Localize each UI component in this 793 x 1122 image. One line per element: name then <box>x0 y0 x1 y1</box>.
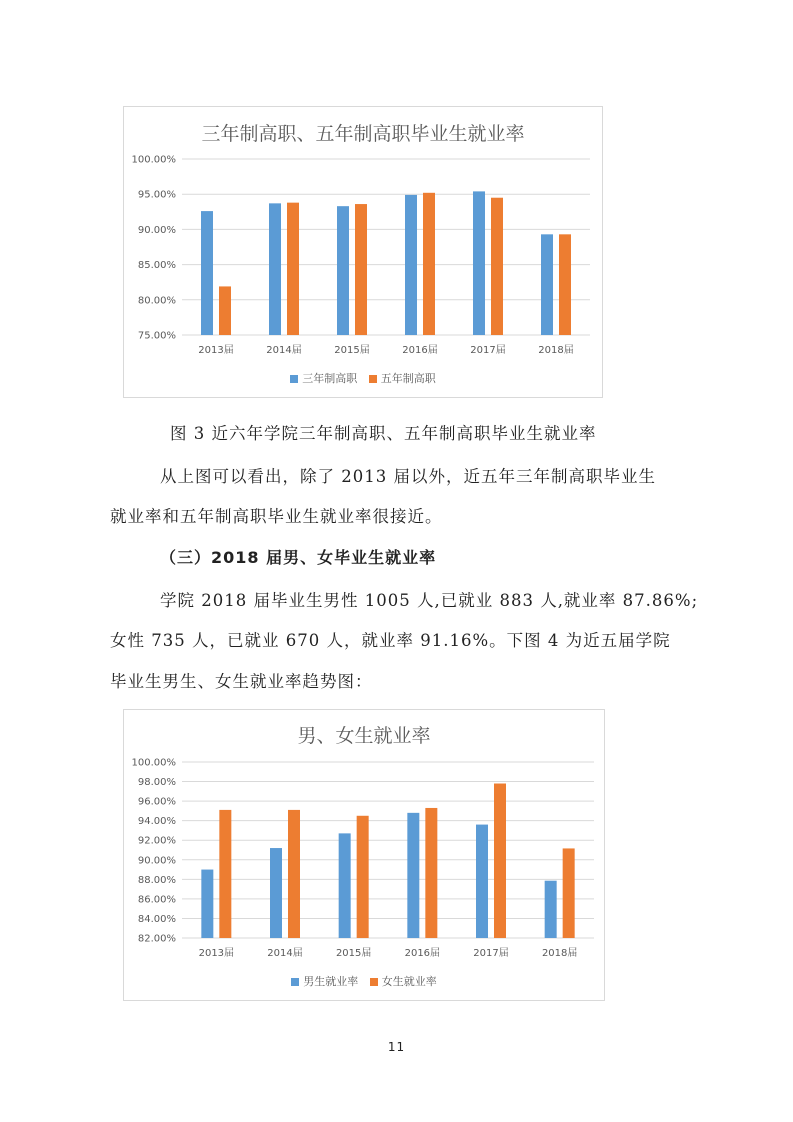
y-tick-label: 100.00% <box>131 757 176 769</box>
bar-series-2 <box>559 234 571 335</box>
chart-title: 三年制高职、五年制高职毕业生就业率 <box>201 123 525 145</box>
y-tick-label: 84.00% <box>137 913 176 925</box>
y-tick-label: 90.00% <box>137 224 176 236</box>
x-tick-label: 2015届 <box>335 948 372 959</box>
paragraph-1-line-1: 从上图可以看出，除了 2013 届以外，近五年三年制高职毕业生 <box>160 467 656 486</box>
bar-series-2 <box>423 193 435 335</box>
y-tick-label: 80.00% <box>137 295 176 307</box>
x-tick-label: 2016届 <box>402 345 438 356</box>
bar-series-1 <box>545 881 557 938</box>
legend-item-series-2: 女生就业率 <box>370 973 437 989</box>
y-tick-label: 100.00% <box>131 154 176 166</box>
bar-series-1 <box>407 813 419 938</box>
section-heading: （三）2018 届男、女毕业生就业率 <box>160 548 437 567</box>
x-tick-label: 2013届 <box>198 345 234 356</box>
chart-legend <box>124 370 602 386</box>
y-tick-label: 95.00% <box>137 189 176 201</box>
y-tick-label: 82.00% <box>137 933 176 945</box>
bar-series-2 <box>491 198 503 335</box>
bar-series-1 <box>201 211 213 335</box>
bar-series-2 <box>425 808 437 938</box>
bar-series-2 <box>287 203 299 335</box>
legend-item-series-2: 五年制高职 <box>369 370 436 386</box>
x-tick-label: 2017届 <box>473 948 509 959</box>
x-tick-label: 2017届 <box>470 345 506 356</box>
bar-series-1 <box>476 825 488 938</box>
x-tick-label: 2018届 <box>541 948 578 959</box>
bar-series-1 <box>269 203 281 335</box>
y-tick-label: 86.00% <box>137 894 176 906</box>
figure-caption: 图 3 近六年学院三年制高职、五年制高职毕业生就业率 <box>170 424 597 443</box>
bar-series-2 <box>288 810 300 938</box>
bar-series-1 <box>405 195 417 335</box>
y-tick-label: 75.00% <box>137 330 176 342</box>
employment-rate-chart-3yr-5yr <box>123 106 603 398</box>
x-tick-label: 2014届 <box>266 345 302 356</box>
bar-series-1 <box>270 848 282 938</box>
y-tick-label: 85.00% <box>137 260 176 272</box>
x-tick-label: 2015届 <box>334 345 370 356</box>
paragraph-2-line-1: 学院 2018 届毕业生男性 1005 人,已就业 883 人,就业率 87.86%; <box>160 591 699 610</box>
legend-item-series-1: 男生就业率 <box>291 973 358 989</box>
bar-series-1 <box>541 234 553 335</box>
chart-plot <box>124 710 604 1000</box>
bar-series-1 <box>201 870 213 938</box>
bar-series-1 <box>339 833 351 938</box>
y-tick-label: 92.00% <box>137 835 176 847</box>
bar-series-2 <box>219 810 231 938</box>
x-tick-label: 2014届 <box>267 948 303 959</box>
paragraph-1-line-2: 就业率和五年制高职毕业生就业率很接近。 <box>110 507 443 526</box>
chart-plot <box>124 107 602 397</box>
bar-series-2 <box>355 204 367 335</box>
bar-series-2 <box>563 848 575 938</box>
x-tick-label: 2013届 <box>198 948 235 959</box>
paragraph-2-line-3: 毕业生男生、女生就业率趋势图： <box>110 672 373 691</box>
bar-series-2 <box>494 784 506 938</box>
bar-series-1 <box>337 206 349 335</box>
page-number: 11 <box>387 1040 406 1054</box>
y-tick-label: 98.00% <box>137 777 176 789</box>
x-tick-label: 2016届 <box>404 948 441 959</box>
y-tick-label: 90.00% <box>137 855 176 867</box>
bar-series-2 <box>357 816 369 938</box>
x-tick-label: 2018届 <box>538 345 574 356</box>
paragraph-2-line-2: 女性 735 人，已就业 670 人，就业率 91.16%。下图 4 为近五届学院 <box>110 631 671 650</box>
y-tick-label: 88.00% <box>137 874 176 886</box>
y-tick-label: 94.00% <box>137 816 176 828</box>
y-tick-label: 96.00% <box>137 796 176 808</box>
bar-series-1 <box>473 191 485 335</box>
chart-legend <box>124 973 604 989</box>
employment-rate-chart-gender <box>123 709 605 1001</box>
bar-series-2 <box>219 286 231 335</box>
legend-item-series-1: 三年制高职 <box>290 370 357 386</box>
chart-title: 男、女生就业率 <box>297 725 431 747</box>
